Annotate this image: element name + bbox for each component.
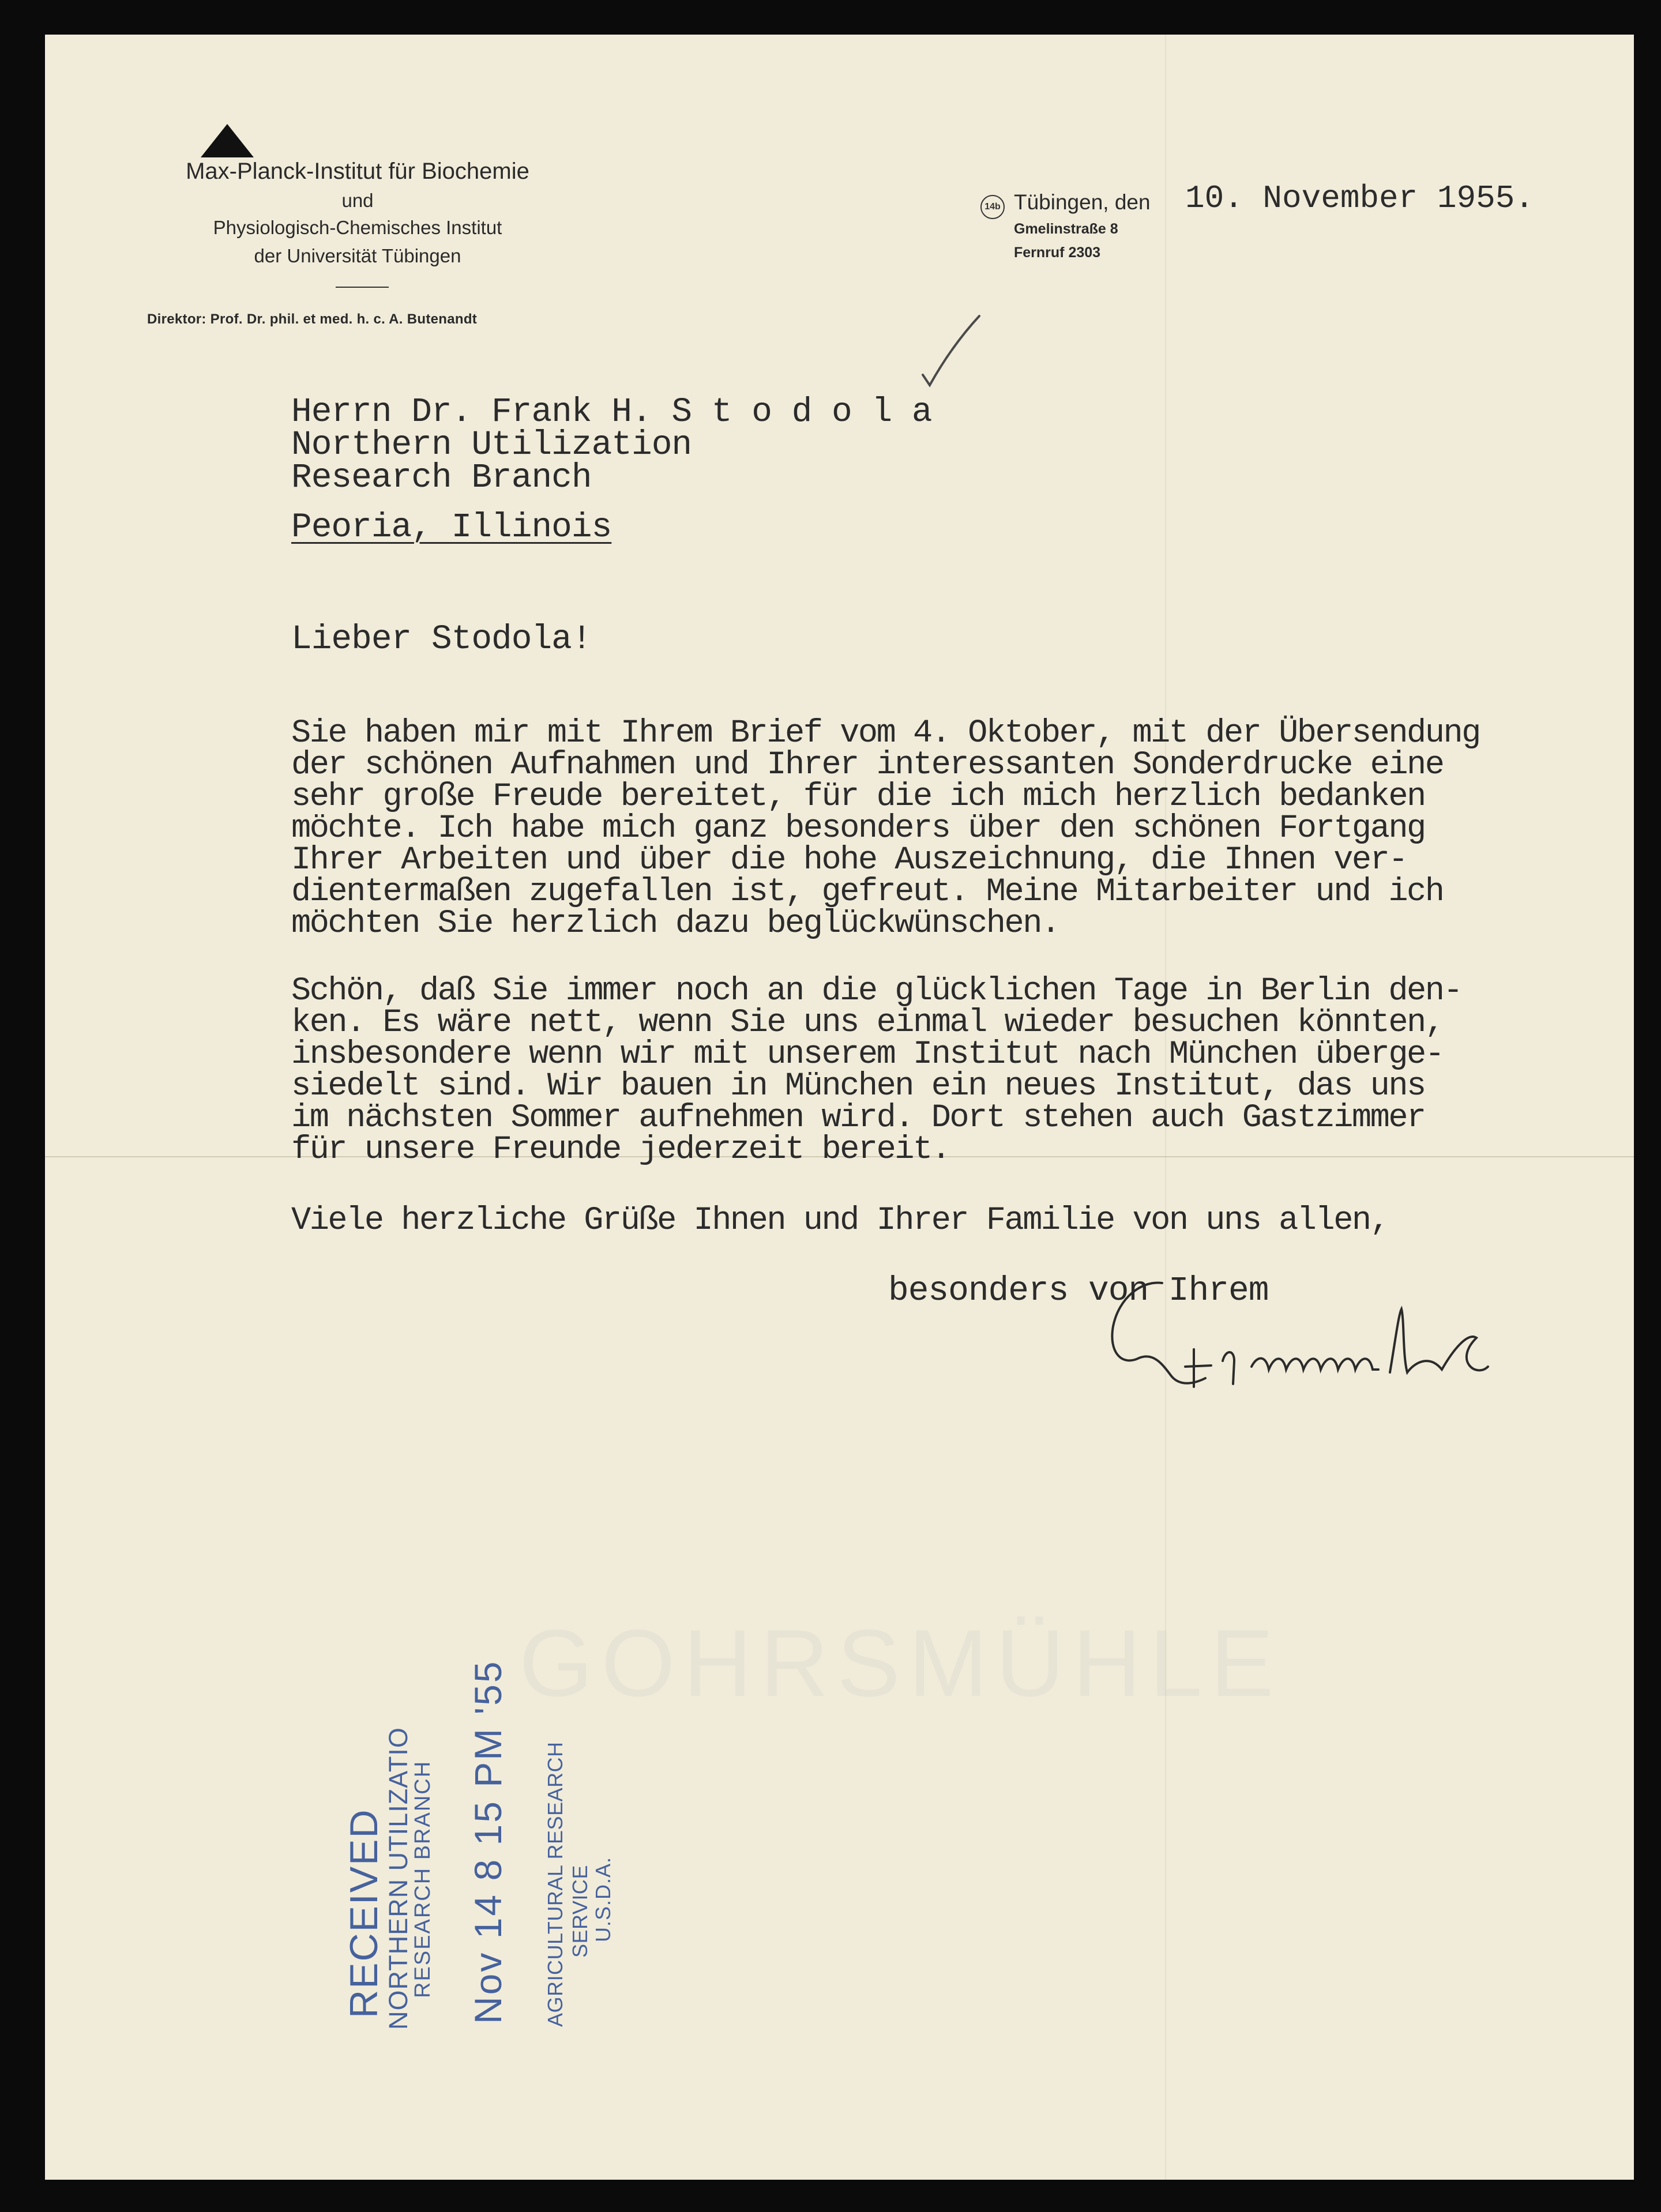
body-line: der schönen Aufnahmen und Ihrer interessanten Sonderdrucke eine xyxy=(291,747,1444,784)
received-stamp-agency: SERVICE xyxy=(568,1865,592,1958)
body-line: im nächsten Sommer aufnehmen wird. Dort stehen auch Gastzimmer xyxy=(291,1100,1425,1137)
body-line: ken. Es wäre nett, wenn Sie uns einmal wieder besuchen könnten, xyxy=(291,1005,1444,1041)
received-stamp-agency: U.S.D.A. xyxy=(591,1856,615,1942)
letterhead-physiology-institute: Physiologisch-Chemisches Institut xyxy=(213,217,502,238)
body-line: für unsere Freunde jederzeit bereit. xyxy=(291,1131,950,1168)
body-line: Sie haben mir mit Ihrem Brief vom 4. Oktober, mit der Übersendung xyxy=(291,715,1480,752)
body-line: insbesondere wenn wir mit unserem Institut nach München überge- xyxy=(291,1036,1444,1073)
body-line: möchten Sie herzlich dazu beglückwünschen. xyxy=(291,905,1059,942)
institute-logo-icon xyxy=(201,124,254,157)
postal-zone-icon: 14b xyxy=(980,195,1005,219)
received-stamp-agency: AGRICULTURAL RESEARCH xyxy=(543,1741,567,2027)
recipient-branch: Research Branch xyxy=(291,458,592,497)
sender-phone: Fernruf 2303 xyxy=(1014,244,1101,261)
salutation: Lieber Stodola! xyxy=(291,619,592,659)
body-line: Viele herzliche Grüße Ihnen und Ihrer Familie von uns allen, xyxy=(291,1202,1389,1239)
body-line: Ihrer Arbeiten und über die hohe Auszeichnung, die Ihnen ver- xyxy=(291,842,1407,879)
letterhead-university: der Universität Tübingen xyxy=(254,245,461,266)
received-stamp-date: Nov 14 8 15 PM '55 xyxy=(467,1660,509,2024)
letter-date: 10. November 1955. xyxy=(1185,180,1534,217)
body-paragraph-2 xyxy=(291,973,1606,1168)
closing-phrase: besonders von Ihrem xyxy=(888,1271,1269,1310)
handwritten-signature xyxy=(1107,1274,1523,1413)
sender-street: Gmelinstraße 8 xyxy=(1014,221,1118,237)
recipient-name: Herrn Dr. Frank H. S t o d o l a xyxy=(291,392,932,431)
received-stamp-line: RESEARCH BRANCH xyxy=(411,1760,435,1998)
body-line: sehr große Freude bereitet, für die ich mich herzlich bedanken xyxy=(291,778,1425,815)
body-line: möchte. Ich habe mich ganz besonders über den schönen Fortgang xyxy=(291,810,1425,847)
body-line: Schön, daß Sie immer noch an die glücklichen Tage in Berlin den- xyxy=(291,973,1462,1010)
paper-watermark: GOHRSMÜHLE xyxy=(519,1610,1282,1716)
pencil-check-mark-icon xyxy=(917,311,986,392)
body-line: dientermaßen zugefallen ist, gefreut. Meine Mitarbeiter und ich xyxy=(291,874,1444,911)
body-paragraph-3 xyxy=(291,1202,1606,1239)
body-line: siedelt sind. Wir bauen in München ein neues Institut, das uns xyxy=(291,1068,1425,1105)
letterhead-divider xyxy=(336,287,389,288)
recipient-city: Peoria, Illinois xyxy=(291,507,612,547)
received-stamp-title: RECEIVED xyxy=(342,1808,386,2018)
received-stamp-line: NORTHERN UTILIZATIO xyxy=(384,1727,413,2030)
body-paragraph-1 xyxy=(291,715,1606,942)
recipient-organization: Northern Utilization xyxy=(291,425,692,464)
letterhead-institute-name: Max-Planck-Institut für Biochemie xyxy=(186,159,529,184)
letterhead-director: Direktor: Prof. Dr. phil. et med. h. c. A. Butenandt xyxy=(147,311,478,327)
letterhead-und: und xyxy=(341,190,374,211)
sender-place: Tübingen, den xyxy=(1014,190,1151,214)
